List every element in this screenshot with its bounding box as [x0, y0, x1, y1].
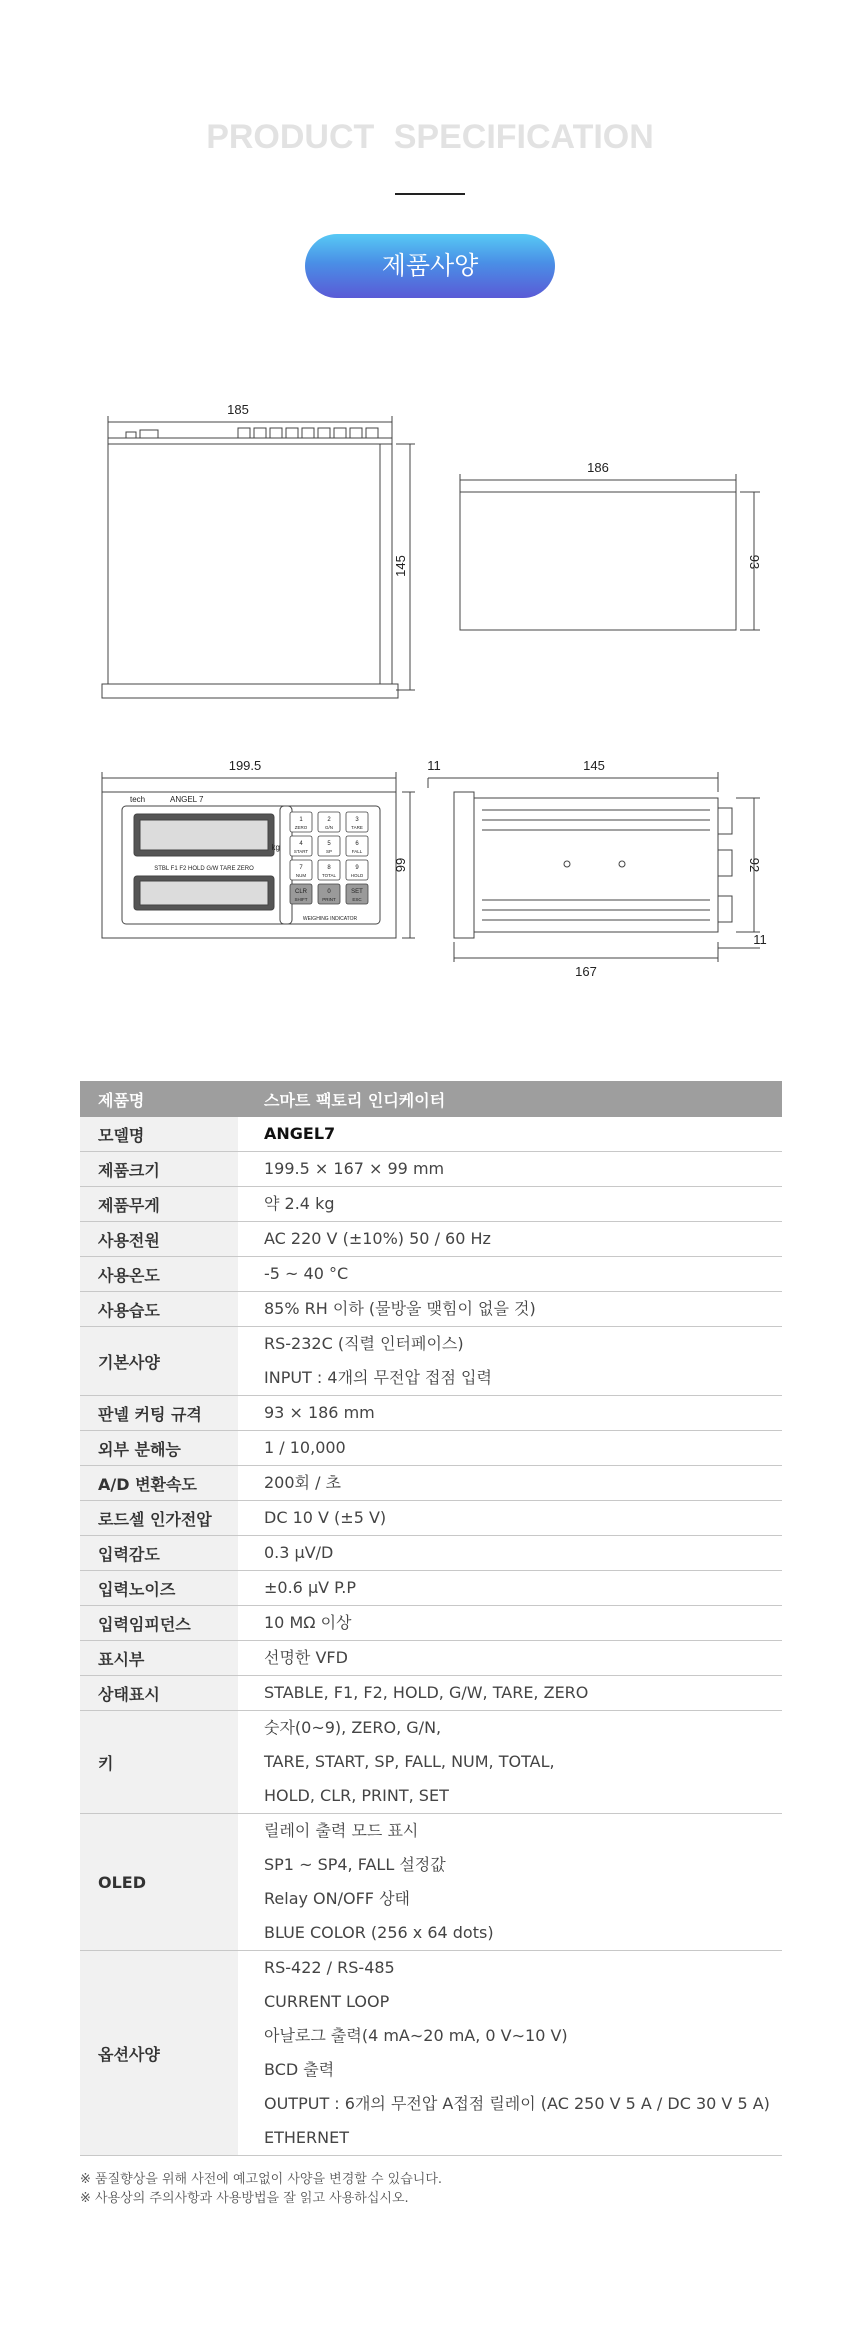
spec-value-line: ANGEL7 [264, 1124, 336, 1143]
spec-row [80, 1152, 782, 1187]
key-function: ESC [352, 897, 362, 902]
key-function: TARE [351, 825, 363, 830]
spec-value [238, 1951, 782, 2156]
spec-row [80, 1327, 782, 1396]
spec-row [80, 1187, 782, 1222]
spec-key: 옵션사양 [80, 1951, 238, 2156]
spec-value [238, 1292, 782, 1327]
spec-value-line: 릴레이 출력 모드 표시 [264, 1821, 419, 1840]
status-labels: STBL F1 F2 HOLD G/W TARE ZERO [154, 866, 254, 872]
spec-row [80, 1536, 782, 1571]
dim-front-height: 99 [393, 857, 408, 873]
key-function: TOTAL [321, 873, 337, 878]
spec-value-line: 10 MΩ 이상 [264, 1613, 352, 1632]
key-number: 6 [355, 841, 359, 847]
spec-key: 제품무게 [80, 1187, 238, 1222]
spec-value-line: 200회 / 초 [264, 1473, 342, 1492]
page-title: PRODUCT SPECIFICATION [206, 118, 654, 156]
key-function: HOLD [350, 873, 364, 878]
spec-value [238, 1466, 782, 1501]
spec-value-line: AC 220 V (±10%) 50 / 60 Hz [264, 1229, 491, 1248]
footnote: ※ 사용상의 주의사항과 사용방법을 잘 읽고 사용하십시오. [80, 2191, 409, 2206]
spec-value [238, 1396, 782, 1431]
spec-key: 판넬 커팅 규격 [80, 1396, 238, 1431]
key-number: 7 [299, 865, 303, 871]
spec-value-line: 선명한 VFD [264, 1648, 348, 1667]
spec-value [238, 1117, 782, 1152]
spec-value-line: 1 / 10,000 [264, 1438, 346, 1457]
spec-row [80, 1641, 782, 1676]
spec-value-line: STABLE, F1, F2, HOLD, G/W, TARE, ZERO [264, 1683, 589, 1702]
dim-cut-height: 93 [747, 554, 762, 570]
spec-row [80, 1257, 782, 1292]
spec-value-line: 아날로그 출력(4 mA∼20 mA, 0 V∼10 V) [264, 2026, 568, 2045]
spec-value-line: BLUE COLOR (256 x 64 dots) [264, 1923, 494, 1942]
spec-value [238, 1641, 782, 1676]
spec-value [238, 1606, 782, 1641]
spec-row [80, 1117, 782, 1152]
spec-value [238, 1222, 782, 1257]
spec-value-line: 약 2.4 kg [264, 1194, 335, 1213]
unit-label: kg [271, 843, 280, 852]
spec-row [80, 1951, 782, 2156]
spec-value [238, 1814, 782, 1951]
spec-value-line: -5 ~ 40 °C [264, 1264, 349, 1283]
spec-value-line: INPUT : 4개의 무전압 접점 입력 [264, 1368, 492, 1387]
key-function: SP [325, 849, 333, 854]
spec-key: 표시부 [80, 1641, 238, 1676]
spec-value-line: RS-232C (직렬 인터페이스) [264, 1334, 464, 1353]
spec-value-line: SP1 ~ SP4, FALL 설정값 [264, 1855, 446, 1874]
spec-value-line: Relay ON/OFF 상태 [264, 1889, 410, 1908]
key-number: CLR [294, 889, 308, 895]
key-number: 5 [327, 841, 331, 847]
spec-key: 상태표시 [80, 1676, 238, 1711]
spec-value [238, 1152, 782, 1187]
key-number: 0 [327, 889, 331, 895]
keypad [290, 812, 368, 904]
dim-side-total: 167 [575, 964, 597, 979]
spec-table [80, 1081, 782, 2156]
spec-key: 제품크기 [80, 1152, 238, 1187]
key-function: G/N [324, 825, 334, 830]
spec-value-line: ±0.6 μV P.P [264, 1578, 357, 1597]
spec-value [238, 1431, 782, 1466]
spec-row [80, 1466, 782, 1501]
spec-key: 사용온도 [80, 1257, 238, 1292]
spec-value [238, 1536, 782, 1571]
key-number: 4 [299, 841, 303, 847]
spec-value-line: HOLD, CLR, PRINT, SET [264, 1786, 449, 1805]
spec-value-line: 숫자(0~9), ZERO, G/N, [264, 1718, 442, 1737]
spec-value-line: TARE, START, SP, FALL, NUM, TOTAL, [264, 1752, 555, 1771]
spec-value-line: ETHERNET [264, 2128, 349, 2147]
section-badge: 제품사양 [305, 234, 555, 298]
spec-row [80, 1292, 782, 1327]
dim-side-height: 92 [747, 857, 762, 873]
spec-value-line: 0.3 μV/D [264, 1543, 334, 1562]
dim-side-body: 145 [583, 758, 605, 773]
spec-value [238, 1676, 782, 1711]
spec-row [80, 1814, 782, 1951]
spec-header-row [80, 1081, 782, 1117]
dim-side-tail: 11 [753, 932, 767, 947]
key-function: FALL [351, 849, 363, 854]
dim-top-height: 145 [393, 555, 408, 577]
spec-row [80, 1606, 782, 1641]
spec-value [238, 1327, 782, 1396]
spec-header-key: 제품명 [80, 1081, 238, 1117]
spec-value [238, 1711, 782, 1814]
key-number: 9 [355, 865, 359, 871]
key-function: NUM [295, 873, 307, 878]
spec-value-line: RS-422 / RS-485 [264, 1958, 395, 1977]
spec-value [238, 1187, 782, 1222]
key-number: SET [351, 889, 363, 895]
spec-value-line: DC 10 V (±5 V) [264, 1508, 387, 1527]
spec-row [80, 1396, 782, 1431]
spec-value-line: OUTPUT : 6개의 무전압 A접점 릴레이 (AC 250 V 5 A / DC 30 V 5 A) [264, 2094, 770, 2113]
spec-row [80, 1711, 782, 1814]
spec-value-line: CURRENT LOOP [264, 1992, 390, 2011]
spec-key: 키 [80, 1711, 238, 1814]
dim-top-width: 185 [227, 402, 249, 417]
spec-key: 사용습도 [80, 1292, 238, 1327]
dim-cut-width: 186 [587, 460, 609, 475]
spec-key: 사용전원 [80, 1222, 238, 1257]
footnotes [80, 2170, 442, 2208]
dimension-drawing [90, 380, 790, 980]
key-function: SHIFT [294, 897, 308, 902]
spec-key: 로드셀 인가전압 [80, 1501, 238, 1536]
spec-header-value: 스마트 팩토리 인디케이터 [238, 1081, 782, 1117]
spec-key: 입력노이즈 [80, 1571, 238, 1606]
spec-key: 외부 분해능 [80, 1431, 238, 1466]
spec-value-line: BCD 출력 [264, 2060, 335, 2079]
title-divider [395, 193, 465, 195]
spec-row [80, 1431, 782, 1466]
spec-key: A/D 변환속도 [80, 1466, 238, 1501]
key-function: PRINT [322, 897, 336, 902]
spec-key: 모델명 [80, 1117, 238, 1152]
key-function: START [293, 849, 309, 854]
spec-row [80, 1571, 782, 1606]
key-number: 8 [327, 865, 331, 871]
key-function: ZERO [294, 825, 308, 830]
drawing-caption: WEIGHING INDICATOR [302, 916, 358, 922]
spec-row [80, 1676, 782, 1711]
spec-value [238, 1501, 782, 1536]
brand-label: tech [130, 795, 146, 804]
spec-value [238, 1571, 782, 1606]
dim-front-width: 199.5 [228, 758, 262, 773]
spec-key: OLED [80, 1814, 238, 1951]
spec-value-line: 199.5 × 167 × 99 mm [264, 1159, 445, 1178]
spec-row [80, 1222, 782, 1257]
key-number: 3 [355, 817, 359, 823]
spec-value-line: 93 × 186 mm [264, 1403, 375, 1422]
key-number: 1 [299, 817, 303, 823]
dim-side-bezel: 11 [427, 758, 441, 773]
spec-key: 입력감도 [80, 1536, 238, 1571]
footnote: ※ 품질향상을 위해 사전에 예고없이 사양을 변경할 수 있습니다. [80, 2172, 443, 2187]
spec-key: 입력임피던스 [80, 1606, 238, 1641]
model-label: ANGEL 7 [170, 795, 204, 804]
key-number: 2 [327, 817, 331, 823]
spec-key: 기본사양 [80, 1327, 238, 1396]
spec-row [80, 1501, 782, 1536]
spec-value-line: 85% RH 이하 (물방울 맺힘이 없을 것) [264, 1299, 536, 1318]
spec-value [238, 1257, 782, 1292]
